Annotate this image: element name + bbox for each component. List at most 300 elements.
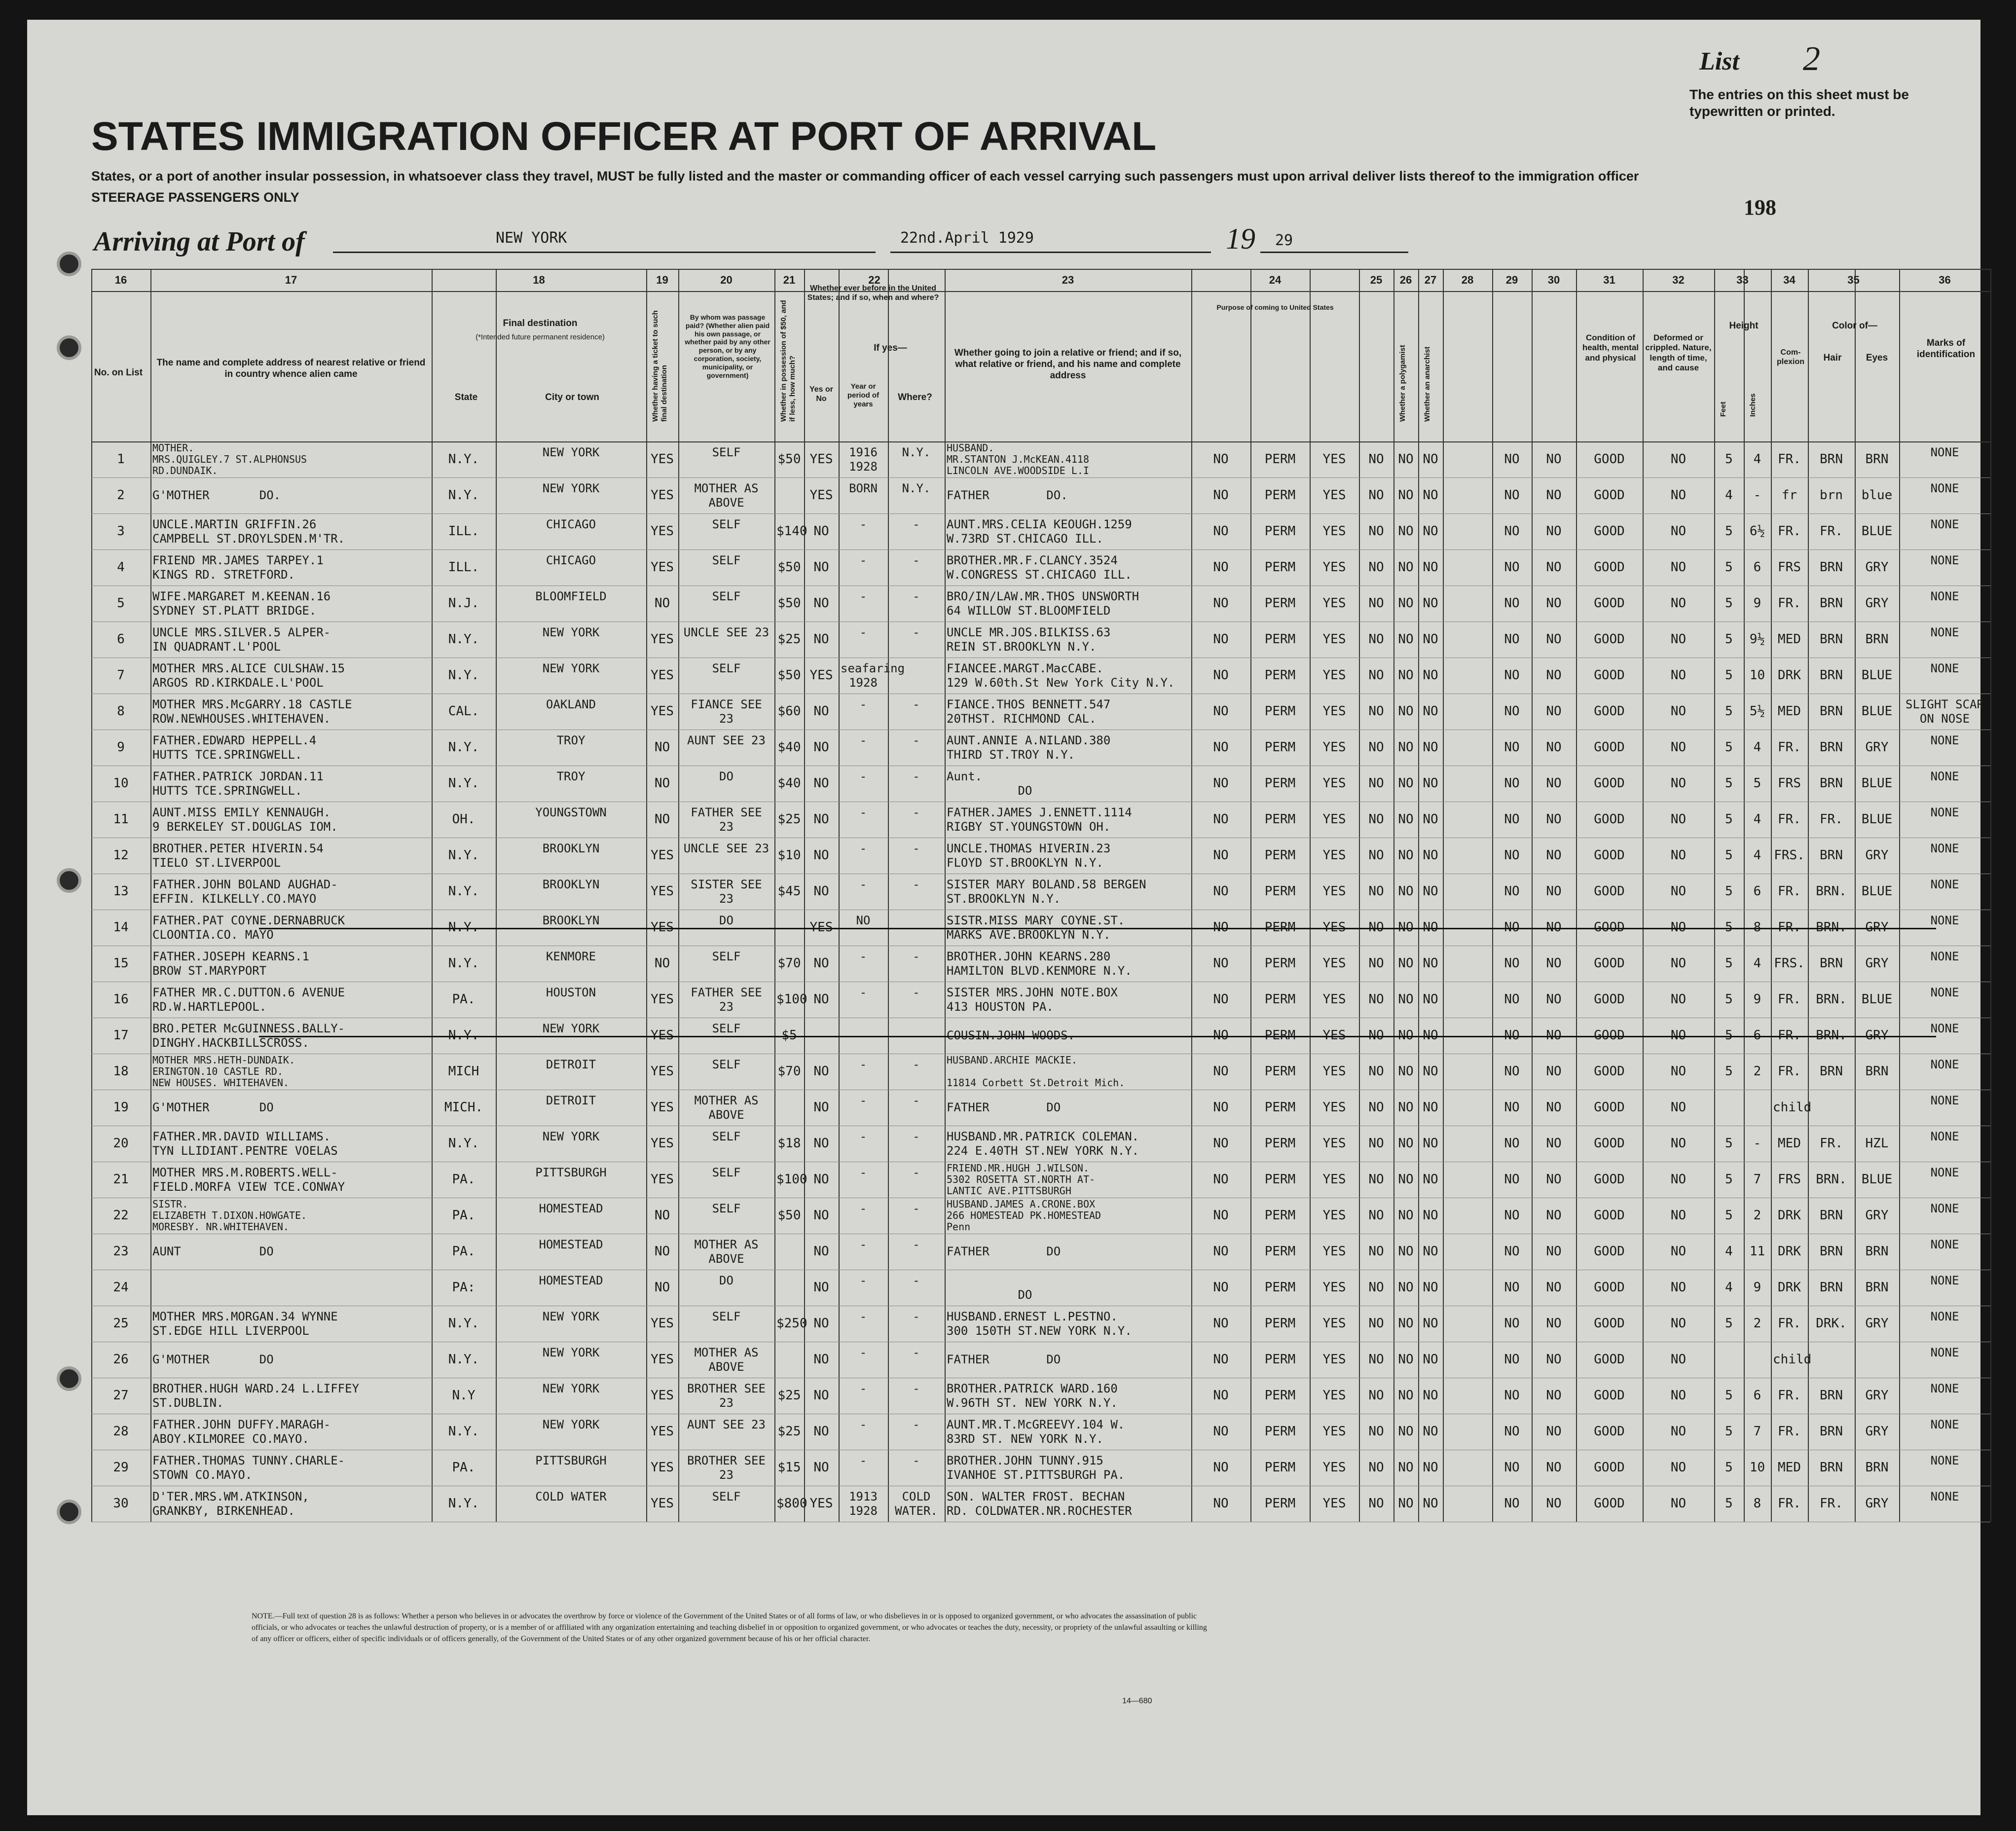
polygamist-value: NO (1398, 776, 1414, 791)
passage-paid-by: FATHER SEE 23 (691, 985, 762, 1014)
complexion-value: MED (1778, 632, 1801, 647)
where-value: - (913, 769, 920, 783)
row-number: 13 (113, 884, 129, 899)
col-30-value: NO (1546, 668, 1562, 683)
ever-before-value: NO (813, 1100, 829, 1115)
purpose-col-a: NO (1213, 1316, 1229, 1331)
purpose-col-a: NO (1213, 1244, 1229, 1259)
height-feet: 5 (1725, 668, 1733, 683)
destination-state: N.Y. (448, 488, 479, 503)
column-rule (1310, 269, 1311, 1522)
purpose-col-c: YES (1322, 524, 1346, 539)
destination-state: N.Y. (448, 1136, 479, 1151)
binder-hole (57, 335, 81, 360)
header-ticket: Whether having a ticket to such final destination (651, 310, 668, 422)
relative-address: FATHER.JOSEPH KEARNS.1 BROW ST.MARYPORT (152, 949, 309, 978)
complexion-value: FR. (1778, 1424, 1801, 1439)
relative-address: AUNT.MISS EMILY KENNAUGH. 9 BERKELEY ST.DOUGLAS IOM. (152, 805, 338, 834)
ever-before-value: YES (809, 668, 833, 683)
destination-city: CHICAGO (546, 553, 596, 567)
passage-paid-by: SELF (712, 1201, 741, 1215)
complexion-value: FR. (1778, 524, 1801, 539)
purpose-col-b: PERM (1264, 1424, 1296, 1439)
hair-color: FR. (1820, 1496, 1843, 1511)
eye-color: GRY (1865, 956, 1889, 971)
destination-state: PA. (452, 1208, 476, 1223)
col-29-value: NO (1504, 1496, 1520, 1511)
where-value: - (913, 1273, 920, 1287)
column-rule (678, 269, 679, 1522)
where-value: - (913, 589, 920, 603)
ever-before-value: NO (813, 596, 829, 611)
purpose-col-c: YES (1322, 632, 1346, 647)
purpose-col-b: PERM (1264, 1028, 1296, 1043)
destination-city: NEW YORK (542, 481, 600, 495)
header-color-of: Color of— (1832, 321, 1877, 331)
destination-state: PA. (452, 1460, 476, 1475)
purpose-col-c: YES (1322, 920, 1346, 935)
destination-city: YOUNGSTOWN (535, 805, 607, 819)
header-joining-relative: Whether going to join a relative or friend; and if so, what relative or friend, and his name and complete address (954, 348, 1182, 381)
ticket-value: YES (651, 848, 674, 863)
years-value: - (859, 841, 867, 855)
port-underline (333, 252, 876, 253)
passage-paid-by: SELF (712, 1129, 741, 1143)
marks-value: SLIGHT SCAR ON NOSE (1906, 697, 1984, 726)
deformed-value: NO (1670, 1100, 1686, 1115)
marks-value: NONE (1930, 1381, 1959, 1395)
ever-before-value: NO (813, 956, 829, 971)
col-25-value: NO (1368, 992, 1384, 1007)
column-rule (1532, 269, 1533, 1522)
health-value: GOOD (1594, 884, 1625, 899)
column-number: 36 (1939, 274, 1951, 286)
list-number: 2 (1803, 40, 1820, 78)
passage-paid-by: AUNT SEE 23 (687, 733, 766, 747)
strike-through-line (259, 1036, 1936, 1037)
joining-relative: FRIEND.MR.HUGH J.WILSON. 5302 ROSETTA ST.NORTH AT- LANTIC AVE.PITTSBURGH (947, 1162, 1096, 1197)
hair-color: BRN. (1816, 1172, 1847, 1187)
relative-address: MOTHER MRS.HETH-DUNDAIK. ERINGTON.10 CASTLE RD. NEW HOUSES. WHITEHAVEN. (152, 1054, 295, 1089)
column-number: 26 (1399, 274, 1412, 286)
hair-color: BRN (1820, 1280, 1843, 1295)
purpose-col-a: NO (1213, 668, 1229, 683)
ticket-value: NO (654, 812, 670, 827)
health-value: GOOD (1594, 1172, 1625, 1187)
polygamist-value: NO (1398, 1352, 1414, 1367)
height-feet: 5 (1725, 632, 1733, 647)
ticket-value: NO (654, 1244, 670, 1259)
health-value: GOOD (1594, 1064, 1625, 1079)
purpose-col-a: NO (1213, 992, 1229, 1007)
col-30-value: NO (1546, 1460, 1562, 1475)
header-hair: Hair (1823, 353, 1842, 363)
col-30-value: NO (1546, 1064, 1562, 1079)
destination-city: NEW YORK (542, 1021, 600, 1035)
polygamist-value: NO (1398, 1136, 1414, 1151)
money-amount: $45 (777, 884, 801, 899)
row-number: 9 (117, 740, 125, 755)
deformed-value: NO (1670, 848, 1686, 863)
health-value: GOOD (1594, 452, 1625, 467)
col-30-value: NO (1546, 812, 1562, 827)
header-ever-before: Whether ever before in the United States; and if so, when and where? (807, 284, 939, 302)
relative-address: D'TER.MRS.WM.ATKINSON, GRANKBY, BIRKENHEAD. (152, 1489, 309, 1518)
ever-before-value: NO (813, 992, 829, 1007)
purpose-col-c: YES (1322, 668, 1346, 683)
relative-address: FATHER.PAT COYNE.DERNABRUCK CLOONTIA.CO. MAYO (152, 913, 345, 942)
ever-before-value: YES (809, 452, 833, 467)
relative-address: FATHER.THOMAS TUNNY.CHARLE- STOWN CO.MAYO. (152, 1453, 345, 1482)
anarchist-value: NO (1423, 452, 1438, 467)
polygamist-value: NO (1398, 848, 1414, 863)
height-inches: 10 (1749, 668, 1765, 683)
anarchist-value: NO (1423, 1100, 1438, 1115)
col-29-value: NO (1504, 812, 1520, 827)
row-number: 29 (113, 1460, 129, 1475)
health-value: GOOD (1594, 1316, 1625, 1331)
destination-city: NEW YORK (542, 1345, 600, 1359)
purpose-col-c: YES (1322, 956, 1346, 971)
ever-before-value: NO (813, 1316, 829, 1331)
header-rule (91, 291, 1990, 292)
years-value: - (859, 877, 867, 891)
complexion-value: FR. (1778, 1028, 1801, 1043)
marks-value: NONE (1930, 1453, 1959, 1467)
joining-relative: HUSBAND.MR.PATRICK COLEMAN. 224 E.40TH ST.NEW YORK N.Y. (947, 1129, 1139, 1158)
destination-state: N.Y (452, 1388, 476, 1403)
row-number: 20 (113, 1136, 129, 1151)
column-number: 21 (783, 274, 796, 286)
destination-city: PITTSBURGH (535, 1453, 607, 1467)
col-30-value: NO (1546, 1496, 1562, 1511)
deformed-value: NO (1670, 596, 1686, 611)
eye-color: BRN (1865, 1244, 1889, 1259)
row-number: 10 (113, 776, 129, 791)
column-rule (1714, 269, 1715, 1522)
purpose-col-c: YES (1322, 1136, 1346, 1151)
height-feet: 5 (1725, 452, 1733, 467)
row-number: 8 (117, 704, 125, 719)
height-feet: 5 (1725, 596, 1733, 611)
col-25-value: NO (1368, 596, 1384, 611)
ever-before-value: NO (813, 776, 829, 791)
anarchist-value: NO (1423, 776, 1438, 791)
deformed-value: NO (1670, 1316, 1686, 1331)
passage-paid-by: SELF (712, 661, 741, 675)
deformed-value: NO (1670, 956, 1686, 971)
passage-paid-by: MOTHER AS ABOVE (694, 1093, 759, 1122)
complexion-value: DRK (1778, 1208, 1801, 1223)
header-rule (91, 269, 1990, 270)
passage-paid-by: MOTHER AS ABOVE (694, 1345, 759, 1374)
joining-relative: FATHER DO (947, 1245, 1061, 1258)
col-29-value: NO (1504, 452, 1520, 467)
height-inches: 7 (1753, 1172, 1761, 1187)
health-value: GOOD (1594, 1388, 1625, 1403)
row-number: 16 (113, 992, 129, 1007)
hair-color: BRN (1820, 740, 1843, 755)
marks-value: NONE (1930, 1021, 1959, 1035)
complexion-value: MED (1778, 1136, 1801, 1151)
polygamist-value: NO (1398, 632, 1414, 647)
ever-before-value: NO (813, 1388, 829, 1403)
relative-address: WIFE.MARGARET M.KEENAN.16 SYDNEY ST.PLATT BRIDGE. (152, 589, 331, 618)
health-value: GOOD (1594, 776, 1625, 791)
relative-address: G'MOTHER DO. (152, 488, 281, 502)
years-value: NO (856, 913, 871, 927)
ticket-value: YES (651, 1460, 674, 1475)
header-polygamist: Whether a polygamist (1398, 345, 1407, 422)
deformed-value: NO (1670, 992, 1686, 1007)
destination-state: N.Y. (448, 1496, 479, 1511)
destination-city: CHICAGO (546, 517, 596, 531)
ticket-value: YES (651, 1136, 674, 1151)
col-29-value: NO (1504, 1460, 1520, 1475)
row-number: 11 (113, 812, 129, 827)
ever-before-value: NO (813, 812, 829, 827)
complexion-value: fr (1781, 488, 1797, 503)
col-25-value: NO (1368, 1208, 1384, 1223)
ever-before-value: NO (813, 704, 829, 719)
eye-color: BRN (1865, 452, 1889, 467)
marks-value: NONE (1930, 553, 1959, 567)
joining-relative: BROTHER.MR.F.CLANCY.3524 W.CONGRESS ST.CHICAGO ILL. (947, 553, 1132, 582)
where-value: - (913, 1165, 920, 1179)
purpose-col-c: YES (1322, 1100, 1346, 1115)
marks-value: NONE (1930, 517, 1959, 531)
column-number: 24 (1269, 274, 1282, 286)
height-feet: 5 (1725, 848, 1733, 863)
purpose-col-a: NO (1213, 1352, 1229, 1367)
ticket-value: YES (651, 884, 674, 899)
header-anarchist: Whether an anarchist (1423, 346, 1431, 422)
column-rule (432, 269, 433, 1522)
height-feet: 5 (1725, 776, 1733, 791)
relative-address: FATHER.MR.DAVID WILLIAMS. TYN LLIDIANT.PENTRE VOELAS (152, 1129, 338, 1158)
col-25-value: NO (1368, 1316, 1384, 1331)
hair-color: BRN (1820, 1064, 1843, 1079)
marks-value: NONE (1930, 1417, 1959, 1431)
col-30-value: NO (1546, 1280, 1562, 1295)
ever-before-value: NO (813, 1172, 829, 1187)
hair-color: BRN (1820, 956, 1843, 971)
relative-address: FATHER MR.C.DUTTON.6 AVENUE RD.W.HARTLEPOOL. (152, 985, 345, 1014)
money-amount: $25 (777, 812, 801, 827)
height-inches: 2 (1753, 1316, 1761, 1331)
destination-state: N.Y. (448, 452, 479, 467)
height-feet: 4 (1725, 1280, 1733, 1295)
passage-paid-by: BROTHER SEE 23 (687, 1453, 766, 1482)
col-25-value: NO (1368, 740, 1384, 755)
passage-paid-by: SELF (712, 589, 741, 603)
ever-before-value: YES (809, 920, 833, 935)
health-value: GOOD (1594, 1460, 1625, 1475)
where-value: - (913, 1417, 920, 1431)
purpose-col-b: PERM (1264, 1388, 1296, 1403)
purpose-col-a: NO (1213, 632, 1229, 647)
col-30-value: NO (1546, 1388, 1562, 1403)
column-rule (1643, 269, 1644, 1522)
height-inches: 6 (1753, 1028, 1761, 1043)
eye-color: GRY (1865, 1424, 1889, 1439)
height-inches: 10 (1749, 1460, 1765, 1475)
anarchist-value: NO (1423, 560, 1438, 575)
polygamist-value: NO (1398, 704, 1414, 719)
joining-relative: BROTHER.PATRICK WARD.160 W.96TH ST. NEW YORK N.Y. (947, 1381, 1118, 1410)
eye-color: BLUE (1861, 668, 1893, 683)
where-value: - (913, 1057, 920, 1071)
typewritten-instructions: The entries on this sheet must be typewritten or printed. (1689, 87, 1909, 119)
money-amount: $50 (777, 668, 801, 683)
height-inches: 6½ (1749, 524, 1765, 539)
col-29-value: NO (1504, 992, 1520, 1007)
column-rule (804, 269, 805, 1522)
relative-address: MOTHER MRS.McGARRY.18 CASTLE ROW.NEWHOUSES.WHITEHAVEN. (152, 697, 352, 726)
marks-value: NONE (1930, 661, 1959, 675)
column-rule (774, 269, 775, 1522)
passage-paid-by: BROTHER SEE 23 (687, 1381, 766, 1410)
col-25-value: NO (1368, 452, 1384, 467)
column-rule (91, 269, 92, 1522)
complexion-value: FR. (1778, 884, 1801, 899)
polygamist-value: NO (1398, 884, 1414, 899)
deformed-value: NO (1670, 560, 1686, 575)
row-number: 30 (113, 1496, 129, 1511)
marks-value: NONE (1930, 805, 1959, 819)
joining-relative: AUNT.MR.T.McGREEVY.104 W. 83RD ST. NEW YORK N.Y. (947, 1417, 1125, 1446)
ever-before-value: NO (813, 1208, 829, 1223)
column-rule (496, 269, 497, 1522)
manifest-sheet (27, 20, 1984, 1815)
purpose-col-b: PERM (1264, 632, 1296, 647)
purpose-col-b: PERM (1264, 776, 1296, 791)
purpose-col-b: PERM (1264, 740, 1296, 755)
height-inches: 9 (1753, 992, 1761, 1007)
column-number: 27 (1424, 274, 1437, 286)
relative-address: MOTHER MRS.M.ROBERTS.WELL- FIELD.MORFA VIEW TCE.CONWAY (152, 1165, 345, 1194)
row-number: 6 (117, 632, 125, 647)
marks-value: NONE (1930, 625, 1959, 639)
hair-color: BRN (1820, 704, 1843, 719)
purpose-col-b: PERM (1264, 1100, 1296, 1115)
height-inches: 8 (1753, 920, 1761, 935)
col-30-value: NO (1546, 488, 1562, 503)
relative-address: FATHER.JOHN BOLAND AUGHAD- EFFIN. KILKELLY.CO.MAYO (152, 877, 338, 906)
where-value: - (913, 625, 920, 639)
row-number: 26 (113, 1352, 129, 1367)
header-marks: Marks of identification (1916, 338, 1976, 360)
health-value: GOOD (1594, 704, 1625, 719)
height-inches: 8 (1753, 1496, 1761, 1511)
column-number: 34 (1783, 274, 1796, 286)
form-subtitle: States, or a port of another insular possession, in whatsoever class they travel, MUST be fully listed and the master or commanding officer of each vessel carrying such passengers must upon arrival deliver lists thereof to the immigration officer (91, 169, 1639, 183)
ticket-value: YES (651, 704, 674, 719)
deformed-value: NO (1670, 632, 1686, 647)
health-value: GOOD (1594, 1496, 1625, 1511)
col-29-value: NO (1504, 1172, 1520, 1187)
arriving-label: Arriving at Port of (94, 226, 305, 257)
height-feet: 5 (1725, 560, 1733, 575)
deformed-value: NO (1670, 452, 1686, 467)
col-25-value: NO (1368, 1244, 1384, 1259)
money-amount: $18 (777, 1136, 801, 1151)
header-possession-50: Whether in possession of $50, and if less, how much? (779, 300, 797, 422)
complexion-value: FR. (1778, 992, 1801, 1007)
footnote: NOTE.—Full text of question 28 is as follows: Whether a person who believes in or advocates the overthrow by force or violence of the Government of the United States or of all forms of law, or who disbelieves in or is opposed to organized government, or who advocates the assassination of public officials, or who advocates or teaches the unlawful destruction of property, or is a member of or affiliated with any organization entertaining and teaching disbelief in or opposition to organized government, or who advocates or teaches the duty, necessity, or propriety of the unlawful assaulting or killing of any officer or officers, either of specific individuals or of officers generally, of the Government of the United States or of any other organized government because of his or her official character. (252, 1612, 1207, 1644)
destination-city: NEW YORK (542, 445, 600, 459)
col-30-value: NO (1546, 1028, 1562, 1043)
ticket-value: YES (651, 1064, 674, 1079)
money-amount: $40 (777, 740, 801, 755)
ever-before-value: NO (813, 1280, 829, 1295)
col-30-value: NO (1546, 1244, 1562, 1259)
col-25-value: NO (1368, 1028, 1384, 1043)
complexion-value: FR. (1778, 812, 1801, 827)
where-value: - (913, 985, 920, 999)
purpose-col-b: PERM (1264, 920, 1296, 935)
col-29-value: NO (1504, 488, 1520, 503)
header-condition-health: Condition of health, mental and physical (1582, 333, 1639, 363)
col-29-value: NO (1504, 884, 1520, 899)
relative-address: UNCLE.MARTIN GRIFFIN.26 CAMPBELL ST.DROYLSDEN.M'TR. (152, 517, 345, 546)
ever-before-value: NO (813, 560, 829, 575)
destination-city: NEW YORK (542, 1381, 600, 1395)
where-value: COLD WATER. (895, 1489, 938, 1518)
health-value: GOOD (1594, 524, 1625, 539)
deformed-value: NO (1670, 1388, 1686, 1403)
years-value: - (859, 769, 867, 783)
purpose-col-a: NO (1213, 848, 1229, 863)
complexion-value: child (1773, 1352, 1812, 1367)
purpose-col-a: NO (1213, 812, 1229, 827)
destination-city: PITTSBURGH (535, 1165, 607, 1179)
deformed-value: NO (1670, 668, 1686, 683)
eye-color: GRY (1865, 920, 1889, 935)
ticket-value: YES (651, 488, 674, 503)
height-inches: 6 (1753, 560, 1761, 575)
height-feet: 5 (1725, 1208, 1733, 1223)
destination-city: NEW YORK (542, 661, 600, 675)
row-number: 12 (113, 848, 129, 863)
joining-relative: SISTER MRS.JOHN NOTE.BOX 413 HOUSTON PA. (947, 985, 1118, 1014)
destination-state: PA. (452, 1172, 476, 1187)
height-feet: 5 (1725, 704, 1733, 719)
ever-before-value: NO (813, 632, 829, 647)
destination-city: HOMESTEAD (539, 1237, 603, 1251)
col-25-value: NO (1368, 1496, 1384, 1511)
row-number: 19 (113, 1100, 129, 1115)
column-number: 33 (1736, 274, 1749, 286)
purpose-col-a: NO (1213, 596, 1229, 611)
eye-color: BLUE (1861, 884, 1893, 899)
anarchist-value: NO (1423, 1280, 1438, 1295)
polygamist-value: NO (1398, 596, 1414, 611)
col-29-value: NO (1504, 632, 1520, 647)
col-25-value: NO (1368, 1172, 1384, 1187)
purpose-col-c: YES (1322, 1028, 1346, 1043)
passage-paid-by: SELF (712, 1309, 741, 1323)
height-inches: 2 (1753, 1064, 1761, 1079)
column-rule (1393, 269, 1394, 1522)
destination-state: N.Y. (448, 1424, 479, 1439)
ticket-value: NO (654, 1280, 670, 1295)
column-rule (1576, 269, 1577, 1522)
hair-color: BRN. (1816, 1028, 1847, 1043)
destination-state: N.J. (448, 596, 479, 611)
row-number: 24 (113, 1280, 129, 1295)
anarchist-value: NO (1423, 956, 1438, 971)
